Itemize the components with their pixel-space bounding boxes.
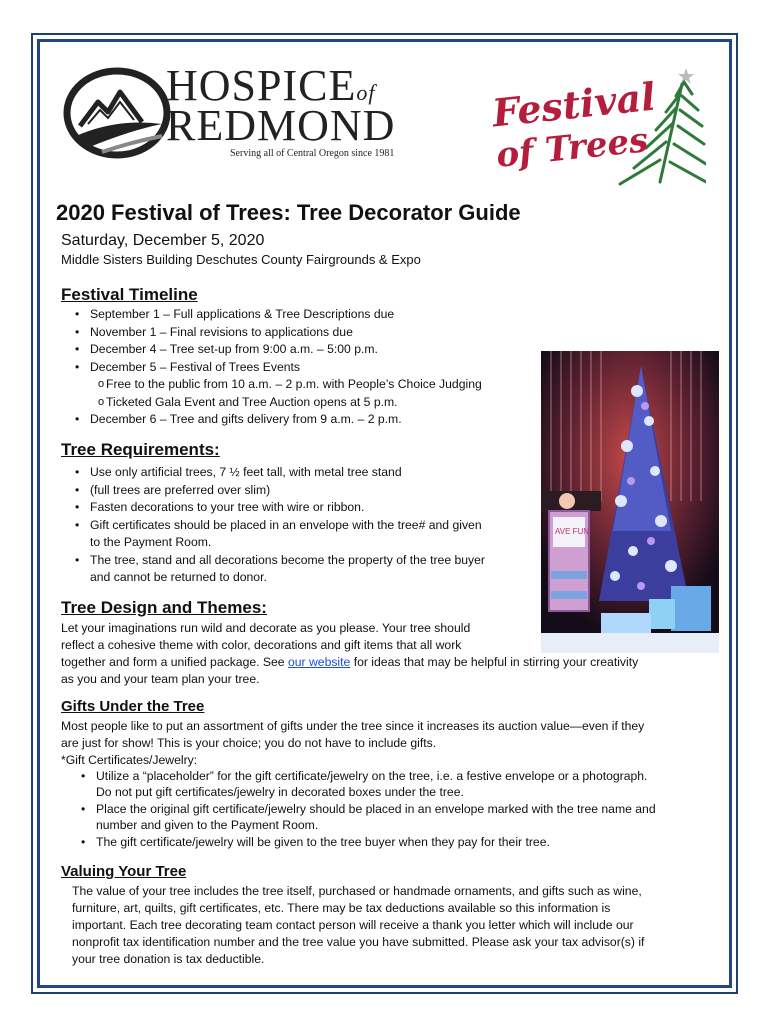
logo-hospice-text: HOSPICE: [166, 61, 357, 110]
tree-photo-illustration: [541, 351, 719, 653]
list-item: • The gift certificate/jewelry will be given to the tree buyer when they pay for their tree.: [76, 834, 736, 850]
gifts-heading: Gifts Under the Tree: [61, 698, 205, 715]
requirements-heading: Tree Requirements:: [61, 440, 220, 459]
festival-of-trees-logo: [486, 60, 706, 190]
sub-list-item: o Free to the public from 10 a.m. – 2 p.m. with People’s Choice Judging: [70, 376, 550, 394]
requirements-list: [70, 464, 540, 587]
list-item-continuation: Do not put gift certificates/jewelry in decorated boxes under the tree.: [96, 785, 464, 800]
photo-sign-text: AVE FUN: [555, 527, 590, 536]
timeline-list: [70, 306, 550, 429]
logo-of-trees-text: of Trees: [494, 120, 650, 176]
list-item: • December 5 – Festival of Trees Events: [70, 359, 550, 377]
gifts-paragraph: [61, 718, 736, 769]
design-line-2: reflect a cohesive theme with color, decorations and gift items that all work: [61, 638, 462, 652]
logo-of-text: of: [356, 80, 376, 105]
valuing-line-1: The value of your tree includes the tree itself, purchased or handmade ornaments, and gifts such as wine,: [72, 884, 642, 898]
page-title: 2020 Festival of Trees: Tree Decorator Guide: [56, 200, 521, 225]
our-website-link[interactable]: our website: [287, 655, 351, 669]
gifts-line-1: Most people like to put an assortment of gifts under the tree since it increases its auction value—even if they: [61, 719, 645, 733]
decorated-tree-photo: [541, 351, 719, 653]
list-item: • December 6 – Tree and gifts delivery from 9 a.m. – 2 p.m.: [70, 411, 550, 429]
logo-tagline: Serving all of Central Oregon since 1981: [230, 148, 395, 159]
valuing-line-4: nonprofit tax identification number and the tree value you have submitted. Please ask your tax advisor(s) if: [72, 935, 645, 949]
list-item: • Gift certificates should be placed in an envelope with the tree# and given: [70, 517, 540, 535]
valuing-heading: Valuing Your Tree: [61, 863, 187, 880]
list-item: • The tree, stand and all decorations become the property of the tree buyer: [70, 552, 540, 570]
design-line-1: Let your imaginations run wild and decorate as you please. Your tree should: [61, 621, 471, 635]
list-item-continuation: number and given to the Payment Room.: [96, 818, 319, 833]
gifts-list: [76, 768, 736, 850]
design-line-4: as you and your team plan your tree.: [61, 672, 260, 686]
gifts-line-3: *Gift Certificates/Jewelry:: [61, 753, 198, 767]
event-date: Saturday, December 5, 2020: [61, 232, 265, 249]
list-item: • November 1 – Final revisions to applications due: [70, 324, 550, 342]
list-item: • December 4 – Tree set-up from 9:00 a.m. – 5:00 p.m.: [70, 341, 550, 359]
list-item: • Utilize a “placeholder” for the gift certificate/jewelry on the tree, i.e. a festive envelope or a photograph.: [76, 768, 736, 784]
list-item: • Use only artificial trees, 7 ½ feet tall, with metal tree stand: [70, 464, 540, 482]
design-line-3a: together and form a unified package. See: [61, 655, 288, 669]
gifts-line-2: are just for show! This is your choice; you do not have to include gifts.: [61, 736, 437, 750]
valuing-line-2: furniture, art, quilts, gift certificates, etc. There may be tax deductions available so this information is: [72, 901, 611, 915]
valuing-line-5: your tree donation is tax deductible.: [72, 952, 265, 966]
list-item: • (full trees are preferred over slim): [70, 482, 540, 500]
list-item: • September 1 – Full applications & Tree Descriptions due: [70, 306, 550, 324]
valuing-paragraph: [72, 883, 732, 968]
list-item: • Fasten decorations to your tree with wire or ribbon.: [70, 499, 540, 517]
logo-redmond-text: REDMOND: [166, 101, 396, 150]
valuing-line-3: important. Each tree decorating team contact person will receive a thank you letter which will include our: [72, 918, 634, 932]
list-item: • Place the original gift certificate/jewelry should be placed in an envelope marked with the tree name and: [76, 801, 736, 817]
timeline-heading: Festival Timeline: [61, 285, 198, 304]
sub-list-item: o Ticketed Gala Event and Tree Auction opens at 5 p.m.: [70, 394, 550, 412]
design-paragraph: [61, 620, 721, 688]
hospice-of-redmond-logo: [62, 62, 412, 162]
design-line-3b: for ideas that may be helpful in stirring your creativity: [350, 655, 639, 669]
logo-festival-text: Festival: [490, 73, 658, 136]
event-location: Middle Sisters Building Deschutes County Fairgrounds & Expo: [61, 252, 421, 267]
design-heading: Tree Design and Themes:: [61, 598, 267, 617]
list-item-continuation: and cannot be returned to donor.: [90, 570, 267, 584]
mountain-emblem-icon: [62, 66, 172, 160]
list-item-continuation: to the Payment Room.: [90, 535, 212, 549]
